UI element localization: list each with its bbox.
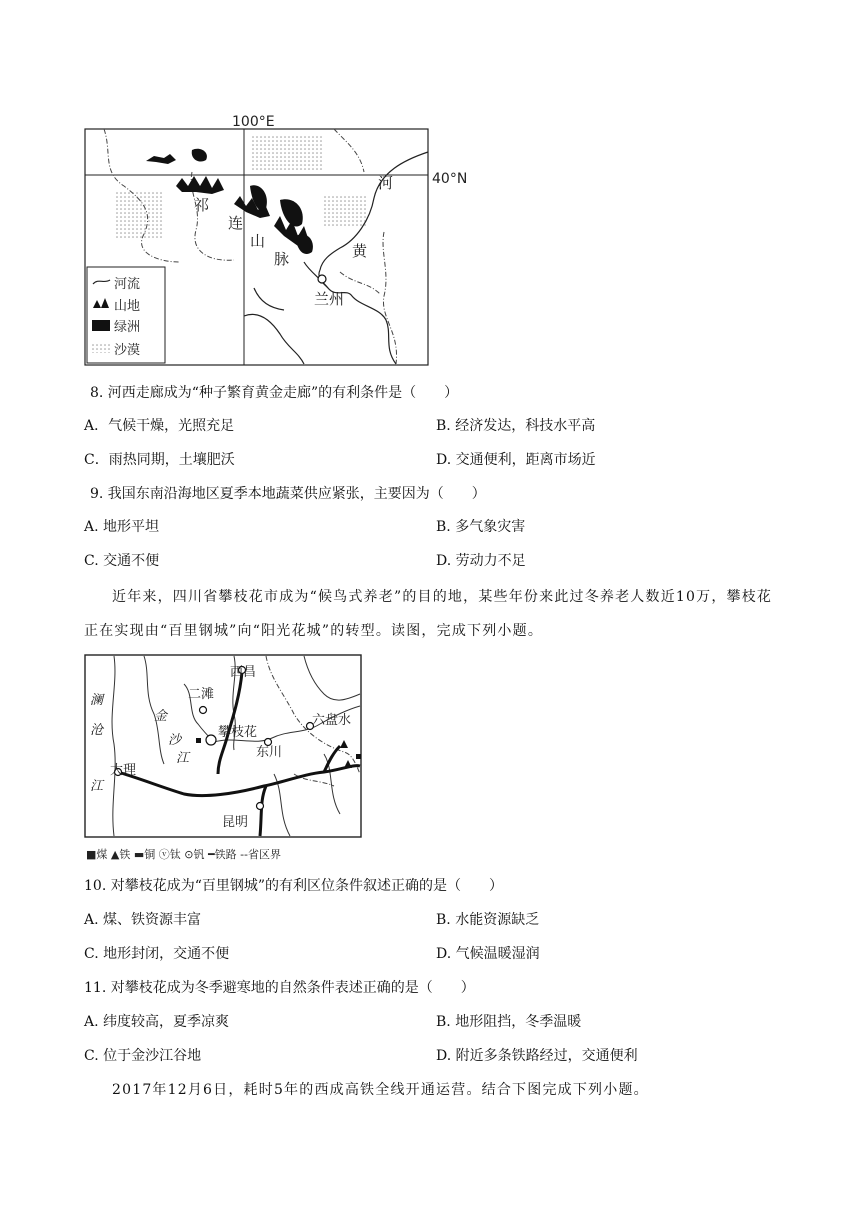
label-cang: 沧 xyxy=(90,723,104,738)
label-huang: 黄 xyxy=(352,242,368,260)
passage-panzhihua: 近年来，四川省攀枝花市成为“候鸟式养老”的目的地，某些年份来此过冬养老人数近10万，攀枝花正在实现由“百里钢城”向“阳光花城”的转型。读图，完成下列小题。 xyxy=(84,589,773,639)
label-sha: 沙 xyxy=(168,733,182,748)
map2-legend: ■煤 ▲铁 ▬铜 ⓥ钛 ⊙钒 ━铁路 --省区界 xyxy=(86,848,282,861)
railways xyxy=(118,672,360,836)
legend-oasis-symbol xyxy=(92,320,110,331)
q8-stem: 8. 河西走廊成为“种子繁育黄金走廊”的有利条件是（ ） xyxy=(90,385,459,401)
q11-option-a[interactable]: A. 纬度较高，夏季凉爽 xyxy=(84,1014,230,1030)
q10-option-d[interactable]: D. 气候温暖湿润 xyxy=(436,946,540,962)
label-shan: 山 xyxy=(250,232,266,250)
rivers xyxy=(112,656,360,836)
q8-option-b[interactable]: B. 经济发达，科技水平高 xyxy=(436,418,596,434)
panzhihua-map xyxy=(84,654,374,866)
hexi-corridor-map xyxy=(84,112,474,366)
q9-option-c[interactable]: C. 交通不便 xyxy=(84,553,160,569)
q11-option-d[interactable]: D. 附近多条铁路经过，交通便利 xyxy=(436,1048,638,1064)
label-dali: 大理 xyxy=(110,763,137,778)
q10-stem: 10. 对攀枝花成为“百里钢城”的有利区位条件叙述正确的是（ ） xyxy=(84,878,504,894)
label-liupanshui: 六盘水 xyxy=(312,713,352,728)
legend-desert: 沙漠 xyxy=(114,343,141,358)
panzhihua-marker xyxy=(206,735,216,745)
rivers xyxy=(244,152,428,364)
label-jiang-1: 江 xyxy=(90,779,104,794)
q9-stem: 9. 我国东南沿海地区夏季本地蔬菜供应紧张，主要因为（ ） xyxy=(90,486,486,502)
legend-mountain: 山地 xyxy=(114,299,141,314)
q11-option-b[interactable]: B. 地形阻挡，冬季温暖 xyxy=(436,1014,582,1030)
ertan-marker xyxy=(200,707,207,714)
lon-label: 100°E xyxy=(232,114,275,130)
label-xichang: 西昌 xyxy=(230,665,257,680)
label-mai: 脉 xyxy=(274,250,290,268)
label-jin: 金 xyxy=(154,709,168,724)
label-kunming: 昆明 xyxy=(222,815,249,830)
q11-stem: 11. 对攀枝花成为冬季避寒地的自然条件表述正确的是（ ） xyxy=(84,980,475,996)
label-he: 河 xyxy=(378,174,394,192)
passage-xicheng-railway: 2017年12月6日，耗时5年的西成高铁全线开通运营。结合下图完成下列小题。 xyxy=(112,1082,649,1098)
label-dongchuan: 东川 xyxy=(256,745,283,760)
legend-oasis: 绿洲 xyxy=(114,320,141,335)
kunming-marker xyxy=(257,803,264,810)
q8-option-c[interactable]: C．雨热同期，土壤肥沃 xyxy=(84,452,235,468)
q10-option-b[interactable]: B. 水能资源缺乏 xyxy=(436,912,540,928)
label-jiang-2: 江 xyxy=(176,751,190,766)
lanzhou-marker xyxy=(318,275,326,283)
label-lian: 连 xyxy=(228,214,244,232)
q11-option-c[interactable]: C. 位于金沙江谷地 xyxy=(84,1048,202,1064)
q10-option-c[interactable]: C. 地形封闭，交通不便 xyxy=(84,946,230,962)
label-lan: 澜 xyxy=(90,693,104,708)
legend-river: 河流 xyxy=(114,277,141,292)
label-lanzhou: 兰州 xyxy=(314,290,345,308)
lat-label: 40°N xyxy=(432,171,468,187)
map1-legend xyxy=(87,267,165,363)
label-ertan: 二滩 xyxy=(188,687,215,702)
q9-option-a[interactable]: A. 地形平坦 xyxy=(84,519,160,535)
label-qi: 祁 xyxy=(194,196,210,214)
legend-desert-symbol xyxy=(92,342,110,353)
label-panzhihua: 攀枝花 xyxy=(218,725,258,740)
q8-option-a[interactable]: A．气候干燥，光照充足 xyxy=(84,418,235,434)
q8-option-d[interactable]: D. 交通便利，距离市场近 xyxy=(436,452,596,468)
q9-option-d[interactable]: D. 劳动力不足 xyxy=(436,553,526,569)
q9-option-b[interactable]: B. 多气象灾害 xyxy=(436,519,526,535)
q10-option-a[interactable]: A. 煤、铁资源丰富 xyxy=(84,912,202,928)
